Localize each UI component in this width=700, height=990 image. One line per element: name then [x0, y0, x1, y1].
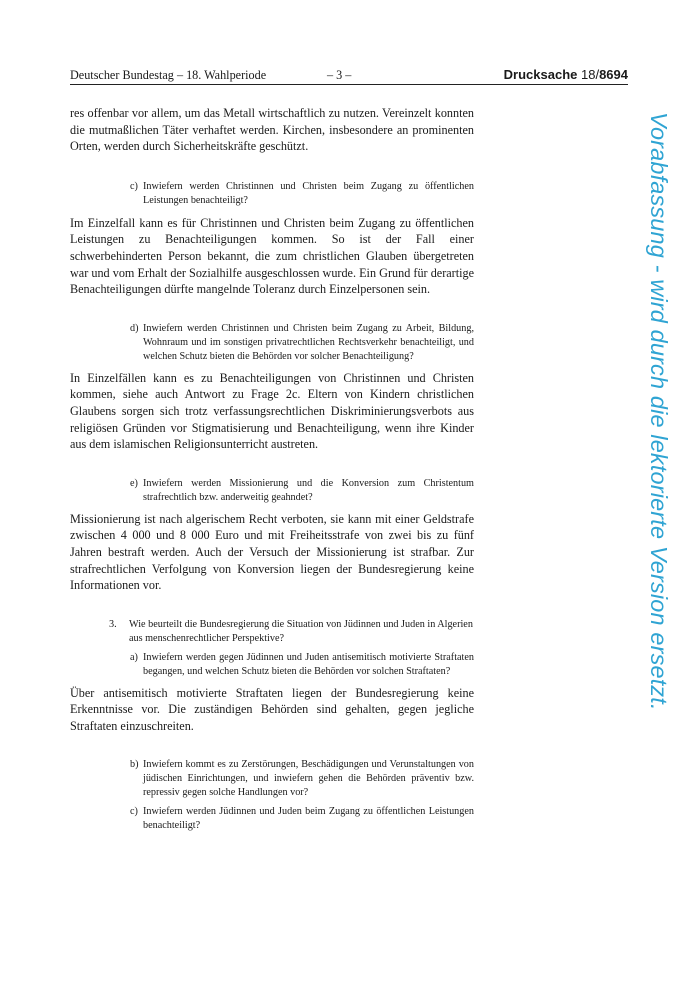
- answer-2c: Im Einzelfall kann es für Christinnen und Christen beim Zugang zu öffentlichen Leistungen zu Benachteiligungen kommen. So ist der Fall einer schwerbehinderten Person bekannt, die zum christlichen Glauben übergetreten war und vom Erhalt der Sozialhilfe ausgeschlossen wurde. Ein Grund für derartige Benachteiligungen dürfte mangelnde Toleranz durch Einzelpersonen sein.: [70, 215, 474, 297]
- question-text: Inwiefern werden Jüdinnen und Juden beim Zugang zu öffentlichen Leistungen benachteiligt?: [143, 806, 474, 832]
- answer-2d: In Einzelfällen kann es zu Benachteiligungen von Christinnen und Christen kommen, siehe auch Antwort zu Frage 2c. Eltern von Kindern christlichen Glaubens sorgen sich trotz verfassungsrechtlichen Diskriminierungsverbots aus religiösen Gründen vor Stigmatisierung und Benachteiligung, wenn ihre Kinder aus dem islamischen Religionsunterricht austreten.: [70, 370, 474, 452]
- question-label: a): [130, 651, 138, 663]
- draft-watermark: [644, 112, 674, 902]
- question-label: d): [130, 322, 139, 334]
- question-label: e): [130, 477, 138, 489]
- question-text: Inwiefern werden gegen Jüdinnen und Juden antisemitisch motivierte Straftaten begangen, und welchen Schutz bieten die Behörden vor solchen Straftaten?: [143, 651, 474, 677]
- question-2c: [130, 180, 474, 208]
- question-text: Inwiefern kommt es zu Zerstörungen, Beschädigungen und Verunstaltungen von jüdischen Einrichtungen, und inwiefern gehen die Behörden präventiv bzw. repressiv gegen solche Handlungen vor?: [143, 759, 474, 799]
- page-header: [70, 66, 628, 84]
- question-3: [109, 618, 474, 646]
- paragraph-continuation: res offenbar vor allem, um das Metall wirtschaftlich zu nutzen. Vereinzelt konnten die mutmaßlichen Täter verhaftet werden. Kirchen, insbesondere an prominenten Orten, werden durch Sicherheitskräfte geschützt.: [70, 106, 474, 154]
- question-number: 3.: [109, 618, 117, 630]
- doc-label: Drucksache: [503, 67, 578, 82]
- question-label: c): [130, 180, 138, 192]
- doc-number-prefix: 18/: [581, 67, 600, 82]
- watermark-text: Vorabfassung - wird durch die lektorierte Version ersetzt.: [646, 112, 672, 711]
- question-text: Inwiefern werden Christinnen und Christen beim Zugang zu öffentlichen Leistungen benachteiligt?: [143, 180, 474, 206]
- parliament-label: Deutscher Bundestag – 18. Wahlperiode: [70, 68, 267, 82]
- question-text: Inwiefern werden Christinnen und Christen beim Zugang zu Arbeit, Bildung, Wohnraum und im sonstigen privatrechtlichen Rechtsverkehr benachteiligt, und welchen Schutz bieten die Behörden vor solcher Benachteiligung?: [143, 322, 474, 362]
- question-3b: [130, 758, 474, 800]
- question-label: b): [130, 759, 139, 771]
- question-text: Inwiefern werden Missionierung und die Konversion zum Christentum strafrechtlich bzw. anderweitig geahndet?: [143, 477, 474, 503]
- question-text: Wie beurteilt die Bundesregierung die Situation von Jüdinnen und Juden in Algerien aus menschenrechtlicher Perspektive?: [129, 618, 473, 644]
- page-number: – 3 –: [327, 68, 352, 82]
- header-rule: [70, 84, 628, 85]
- question-3c: [130, 805, 474, 833]
- document-number: [504, 66, 628, 84]
- answer-2e: Missionierung ist nach algerischem Recht verboten, sie kann mit einer Geldstrafe zwischen 4 000 und 8 000 Euro und mit Freiheitsstrafe von zwei bis zu fünf Jahren bestraft werden. Auch der Versuch der Missionierung ist strafbar. Zur strafrechtlichen Verfolgung von Konversion liegen der Bundesregierung keine Informationen vor.: [70, 511, 474, 593]
- doc-number: 8694: [599, 67, 628, 82]
- question-2d: [130, 322, 474, 364]
- question-3a: [130, 651, 474, 679]
- question-label: c): [130, 806, 138, 818]
- answer-3a: Über antisemitisch motivierte Straftaten liegen der Bundesregierung keine Erkenntnisse vor. Die zuständigen Behörden sind gehalten, gegen jegliche Straftaten einzuschreiten.: [70, 685, 474, 733]
- question-2e: [130, 477, 474, 505]
- page-body: [70, 105, 474, 833]
